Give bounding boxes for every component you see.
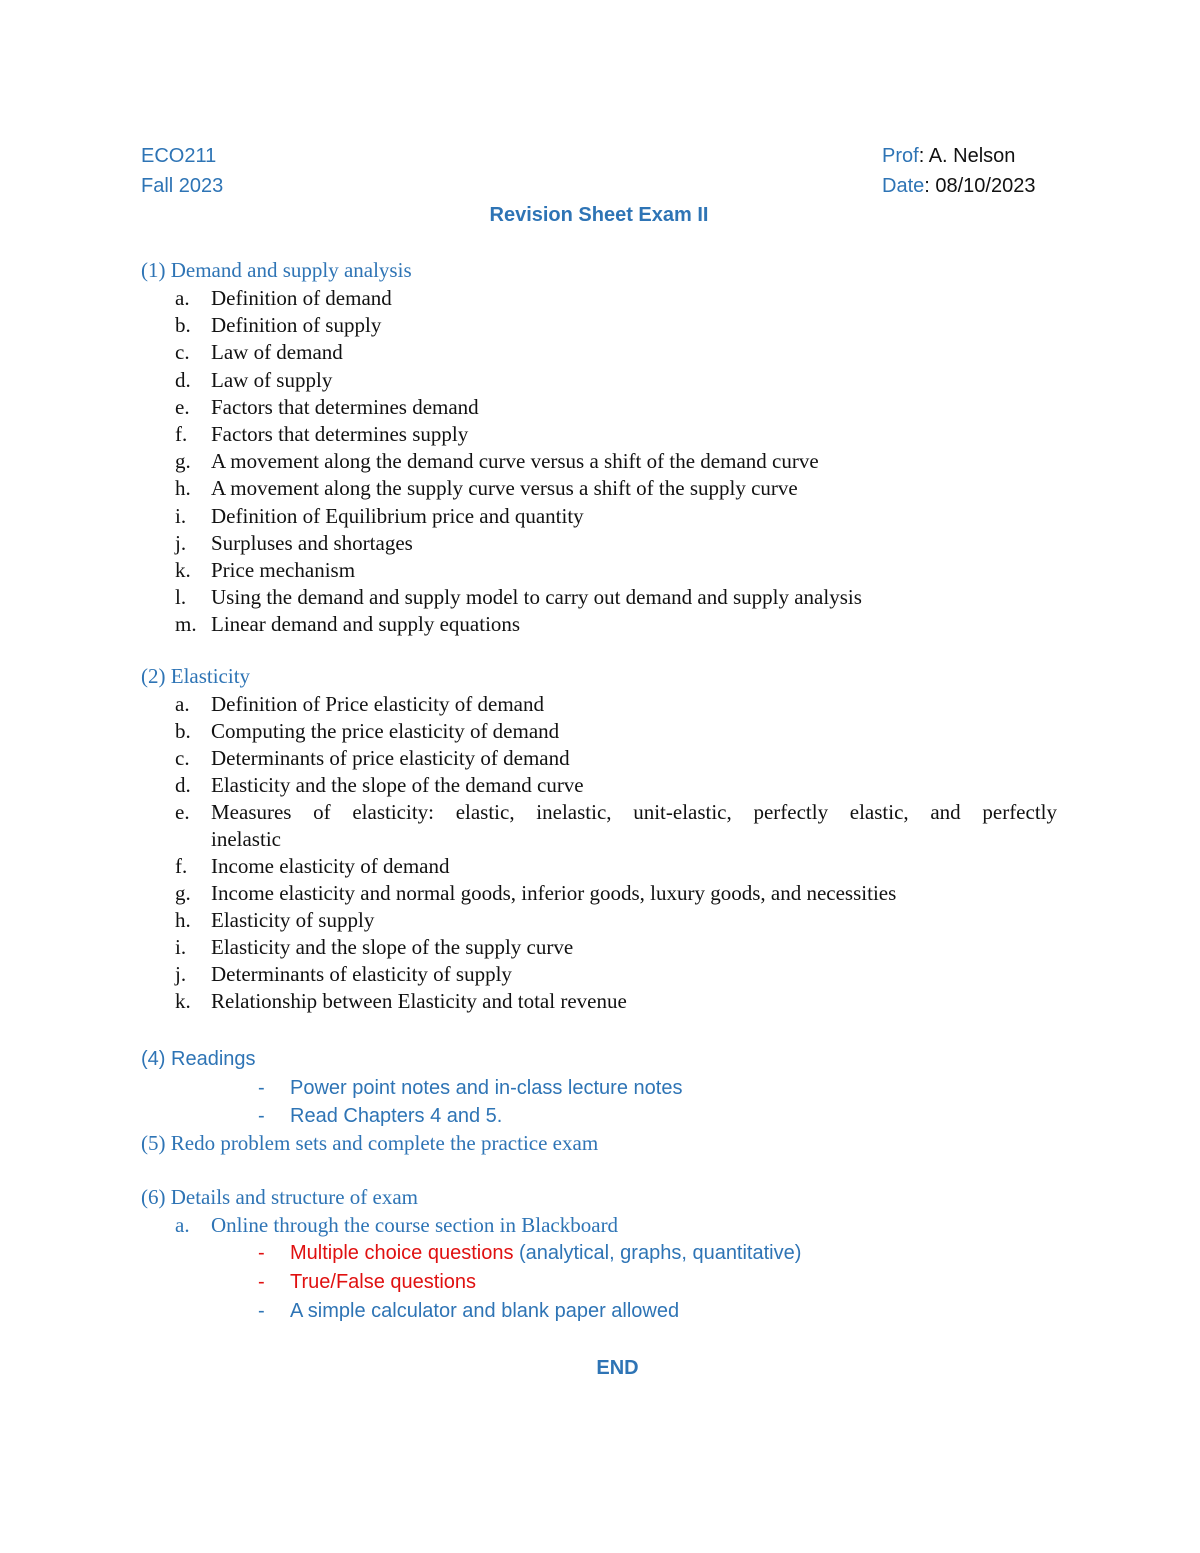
multiple-choice-detail: (analytical, graphs, quantitative) xyxy=(513,1242,802,1264)
list-item-text: Elasticity and the slope of the demand curve xyxy=(211,773,584,798)
section-1-heading: (1) Demand and supply analysis xyxy=(141,258,412,282)
section-6-heading: (6) Details and structure of exam xyxy=(141,1185,418,1209)
list-marker: m. xyxy=(175,612,197,637)
list-item-text: Relationship between Elasticity and total revenue xyxy=(211,989,627,1014)
list-item-text: Law of demand xyxy=(211,340,343,365)
list-marker: c. xyxy=(175,340,190,365)
exam-detail-text: Online through the course section in Blackboard xyxy=(211,1213,619,1237)
list-item-text: Measures of elasticity: elastic, inelastic, unit-elastic, perfectly elastic, and perfectly xyxy=(211,800,1057,825)
section-2-heading: (2) Elasticity xyxy=(141,664,251,688)
list-item-text: Factors that determines demand xyxy=(211,394,479,419)
list-item-text: Income elasticity of demand xyxy=(211,853,450,878)
list-marker: a. xyxy=(175,692,190,716)
list-item-text: Factors that determines supply xyxy=(211,422,469,446)
dash-bullet: - xyxy=(258,1271,265,1293)
list-marker: h. xyxy=(175,476,191,501)
date-label: Date xyxy=(882,175,925,197)
list-marker: e. xyxy=(175,394,190,419)
list-marker: e. xyxy=(175,800,190,825)
dash-bullet: - xyxy=(258,1105,265,1127)
list-marker: l. xyxy=(175,585,187,610)
list-marker: h. xyxy=(175,907,191,932)
readings-item-text: Power point notes and in-class lecture notes xyxy=(290,1077,683,1099)
list-marker: c. xyxy=(175,746,190,771)
list-item-text: Computing the price elasticity of demand xyxy=(211,719,560,744)
list-item-text: Definition of supply xyxy=(211,313,382,338)
list-item-text: Elasticity of supply xyxy=(211,907,375,932)
dash-bullet: - xyxy=(258,1242,265,1264)
list-item-text: Surpluses and shortages xyxy=(211,530,413,555)
date-line xyxy=(882,176,1035,196)
exam-format-text: A simple calculator and blank paper allowed xyxy=(290,1300,680,1322)
list-marker: a. xyxy=(175,1213,190,1237)
end-marker: END xyxy=(596,1357,639,1379)
list-item-text: Determinants of elasticity of supply xyxy=(211,962,512,986)
list-marker: g. xyxy=(175,449,191,474)
list-marker: f. xyxy=(175,853,188,878)
list-item-text: Elasticity and the slope of the supply curve xyxy=(211,934,574,959)
list-item-text: Law of supply xyxy=(211,367,333,392)
list-marker: j. xyxy=(175,530,187,555)
exam-format-text: True/False questions xyxy=(290,1271,477,1293)
list-item-continuation: inelastic xyxy=(211,826,281,851)
professor-line xyxy=(882,146,1015,166)
list-marker: i. xyxy=(175,503,187,528)
section-4-heading: (4) Readings xyxy=(141,1048,256,1070)
readings-item-text: Read Chapters 4 and 5. xyxy=(290,1105,503,1127)
list-item-text: Using the demand and supply model to carry out demand and supply analysis xyxy=(211,585,862,610)
exam-format-text xyxy=(290,1243,801,1263)
list-item-text: Definition of Equilibrium price and quantity xyxy=(211,503,584,528)
prof-value: : A. Nelson xyxy=(918,145,1016,167)
dash-bullet: - xyxy=(258,1077,265,1099)
list-marker: d. xyxy=(175,367,191,392)
list-item-text: Income elasticity and normal goods, inferior goods, luxury goods, and necessities xyxy=(211,880,897,905)
list-marker: d. xyxy=(175,773,191,798)
list-marker: k. xyxy=(175,989,191,1014)
list-marker: g. xyxy=(175,880,191,905)
list-item-text: Definition of demand xyxy=(211,286,392,310)
multiple-choice-label: Multiple choice questions xyxy=(290,1242,514,1264)
list-item-text: Price mechanism xyxy=(211,558,356,582)
list-marker: j. xyxy=(175,962,187,986)
list-item-text: A movement along the demand curve versus a shift of the demand curve xyxy=(211,449,819,474)
list-marker: a. xyxy=(175,286,190,310)
dash-bullet: - xyxy=(258,1300,265,1322)
list-item-text: Linear demand and supply equations xyxy=(211,612,521,637)
section-5-heading: (5) Redo problem sets and complete the practice exam xyxy=(141,1131,599,1155)
list-marker: i. xyxy=(175,934,187,959)
course-code: ECO211 xyxy=(141,145,217,167)
date-value: : 08/10/2023 xyxy=(924,175,1036,197)
list-marker: f. xyxy=(175,422,188,446)
prof-label: Prof xyxy=(882,145,919,167)
list-item-text: Determinants of price elasticity of demand xyxy=(211,746,570,771)
term: Fall 2023 xyxy=(141,175,224,197)
list-marker: k. xyxy=(175,558,191,582)
page-title: Revision Sheet Exam II xyxy=(489,204,709,226)
list-marker: b. xyxy=(175,313,191,338)
list-item-text: Definition of Price elasticity of demand xyxy=(211,692,544,716)
list-marker: b. xyxy=(175,719,191,744)
list-item-text: A movement along the supply curve versus a shift of the supply curve xyxy=(211,476,798,501)
